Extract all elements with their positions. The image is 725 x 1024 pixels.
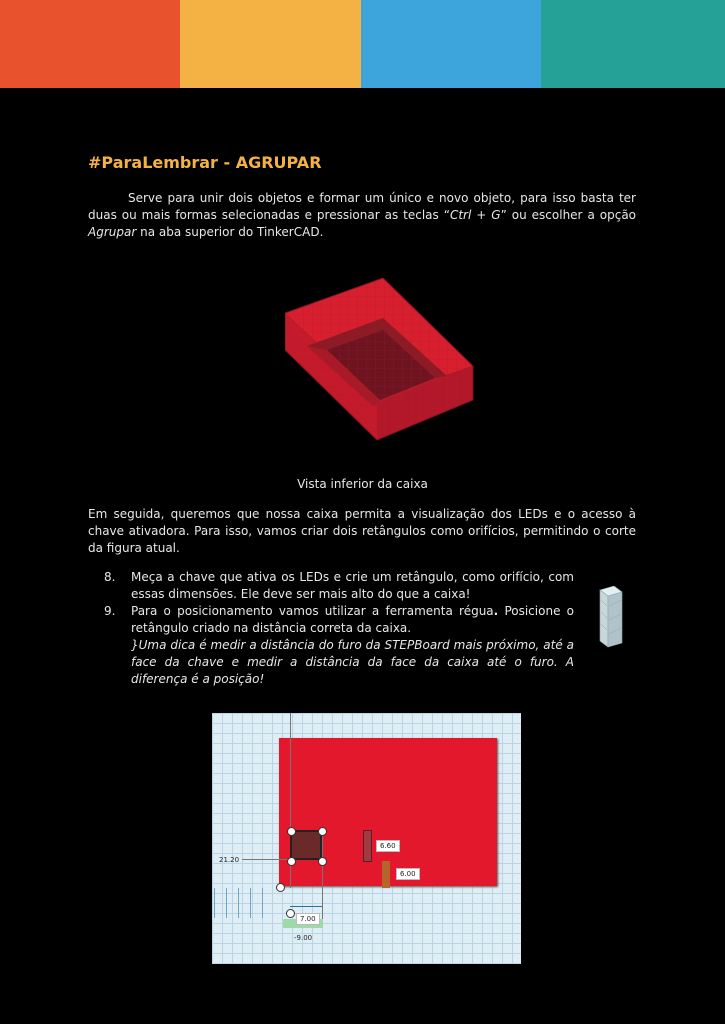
tinkercad-screenshot [212, 713, 521, 964]
figure-caption: Vista inferior da caixa [297, 477, 428, 491]
steps-list [104, 569, 574, 688]
list-item [104, 603, 574, 688]
handle-icon[interactable] [287, 827, 296, 836]
dimension-label[interactable]: 7.00 [296, 913, 320, 925]
switch-slot-shape[interactable] [382, 861, 390, 888]
banner-stripe-blue [361, 0, 541, 88]
banner-stripe-teal [541, 0, 725, 88]
dimension-label[interactable]: 6.00 [396, 868, 420, 880]
section-heading: #ParaLembrar - AGRUPAR [88, 153, 322, 172]
step-number: 8. [104, 570, 116, 584]
banner-stripe-orange [0, 0, 180, 88]
step-text: Meça a chave que ativa os LEDs e crie um retângulo, como orifício, com essas dimensões. Ele deve ser mais alto do que a caixa! [131, 570, 574, 601]
option-text: Agrupar [88, 225, 137, 239]
paragraph-2: Em seguida, queremos que nossa caixa permita a visualização dos LEDs e o acesso à chave ativadora. Para isso, vamos criar dois retângulos como orifícios, permitindo o corte da figura atual. [88, 507, 636, 555]
step-text-a: Para o posicionamento vamos utilizar a ferramenta régua [131, 604, 494, 618]
dimension-label[interactable]: -9.00 [294, 934, 313, 942]
step-text-b: Posicione o retângulo criado na distância correta da caixa. [131, 604, 575, 635]
intro-text: na aba superior do TinkerCAD. [136, 225, 324, 239]
ruler-ticks [212, 888, 272, 918]
led-slot-shape[interactable] [363, 830, 372, 862]
intro-text: Serve para unir dois objetos e formar um único e novo objeto, para isso basta ter duas ou mais formas selecionadas e pressionar as teclas “ [88, 191, 636, 222]
rectangle-hole-icon [592, 586, 624, 648]
shortcut-text: Ctrl + G [449, 208, 501, 222]
step-text [131, 603, 574, 688]
intro-paragraph [88, 190, 636, 241]
guide-line [322, 830, 323, 928]
ruler-origin-icon[interactable] [276, 883, 285, 892]
handle-icon[interactable] [318, 857, 327, 866]
handle-icon[interactable] [287, 857, 296, 866]
guide-line [242, 859, 290, 860]
intro-text: ” ou escolher a opção [500, 208, 637, 222]
dimension-label[interactable]: 21.20 [219, 856, 240, 864]
box-bottom-view-illustration [285, 278, 475, 443]
step-bold-dot: . [493, 604, 499, 618]
step-tip: }Uma dica é medir a distância do furo da STEPBoard mais próximo, até a face da chave e medir a distância da face da caixa até o furo. A diferença é a posição! [131, 638, 574, 686]
dimension-label[interactable]: 6.60 [376, 840, 400, 852]
step-number: 9. [104, 604, 116, 618]
ruler-origin-icon[interactable] [286, 909, 295, 918]
handle-icon[interactable] [318, 827, 327, 836]
banner-stripe-yellow [180, 0, 361, 88]
list-item [104, 569, 574, 603]
dimension-line [290, 906, 322, 907]
